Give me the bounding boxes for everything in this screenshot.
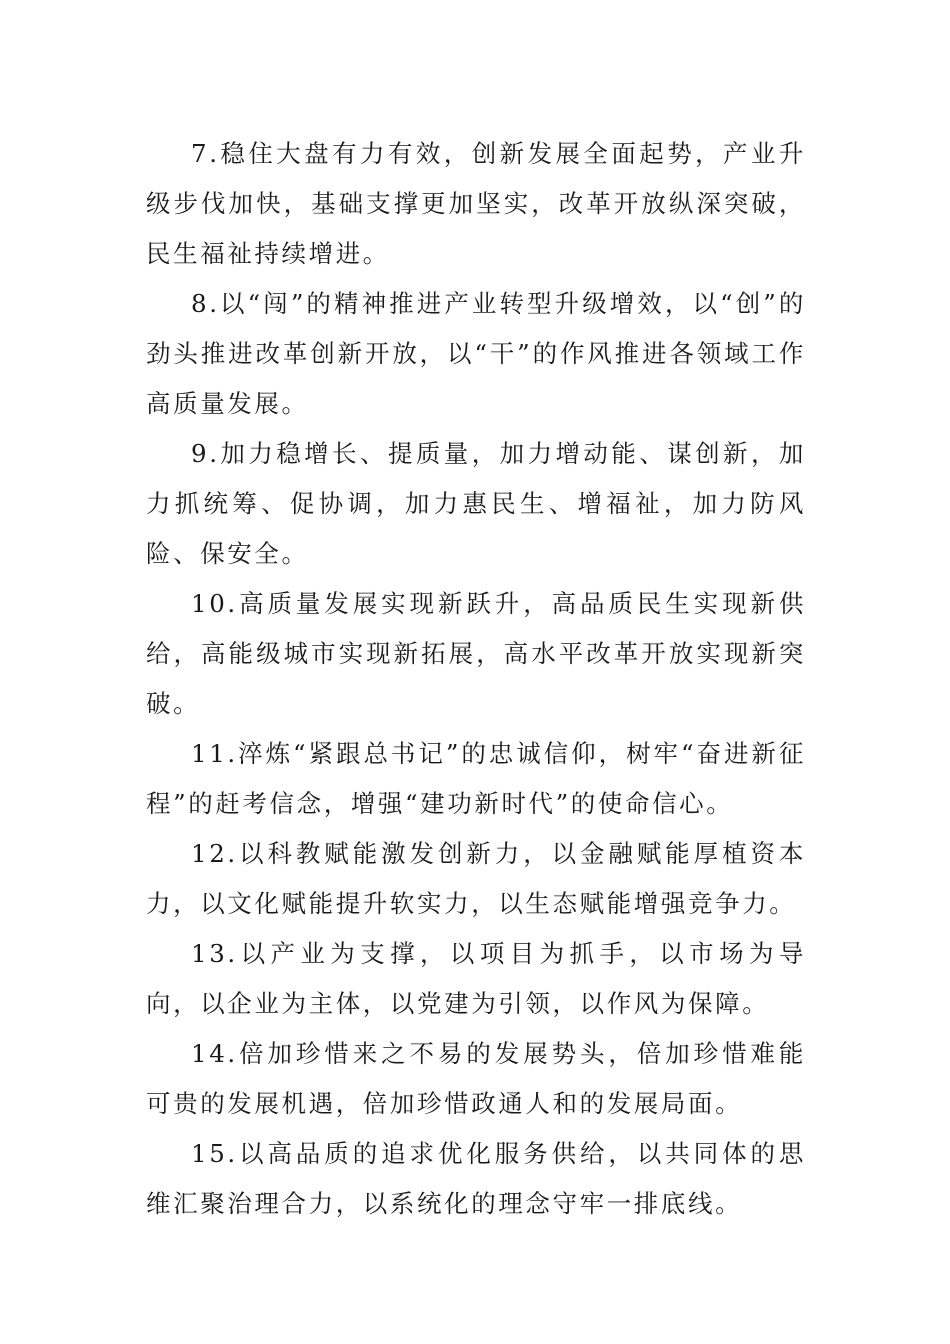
paragraph-item-7: 7.稳住大盘有力有效，创新发展全面起势，产业升级步伐加快，基础支撑更加坚实，改革开放纵深突破，民生福祉持续增进。 <box>146 139 806 268</box>
paragraph-item-12: 12.以科教赋能激发创新力，以金融赋能厚植资本力，以文化赋能提升软实力，以生态赋能增强竞争力。 <box>146 839 806 918</box>
paragraph-item-11: 11.淬炼“紧跟总书记”的忠诚信仰，树牢“奋进新征程”的赶考信念，增强“建功新时代”的使命信心。 <box>146 739 806 818</box>
document-page <box>146 129 806 1229</box>
paragraph-item-10: 10.高质量发展实现新跃升，高品质民生实现新供给，高能级城市实现新拓展，高水平改革开放实现新突破。 <box>146 589 806 718</box>
paragraph-item-13: 13.以产业为支撑，以项目为抓手，以市场为导向，以企业为主体，以党建为引领，以作风为保障。 <box>146 939 806 1018</box>
paragraph-item-9: 9.加力稳增长、提质量，加力增动能、谋创新，加力抓统筹、促协调，加力惠民生、增福祉，加力防风险、保安全。 <box>146 439 806 568</box>
paragraph-item-8: 8.以“闯”的精神推进产业转型升级增效，以“创”的劲头推进改革创新开放，以“干”的作风推进各领域工作高质量发展。 <box>146 289 806 418</box>
paragraph-item-14: 14.倍加珍惜来之不易的发展势头，倍加珍惜难能可贵的发展机遇，倍加珍惜政通人和的发展局面。 <box>146 1039 806 1118</box>
paragraph-item-15: 15.以高品质的追求优化服务供给，以共同体的思维汇聚治理合力，以系统化的理念守牢一排底线。 <box>146 1139 806 1218</box>
